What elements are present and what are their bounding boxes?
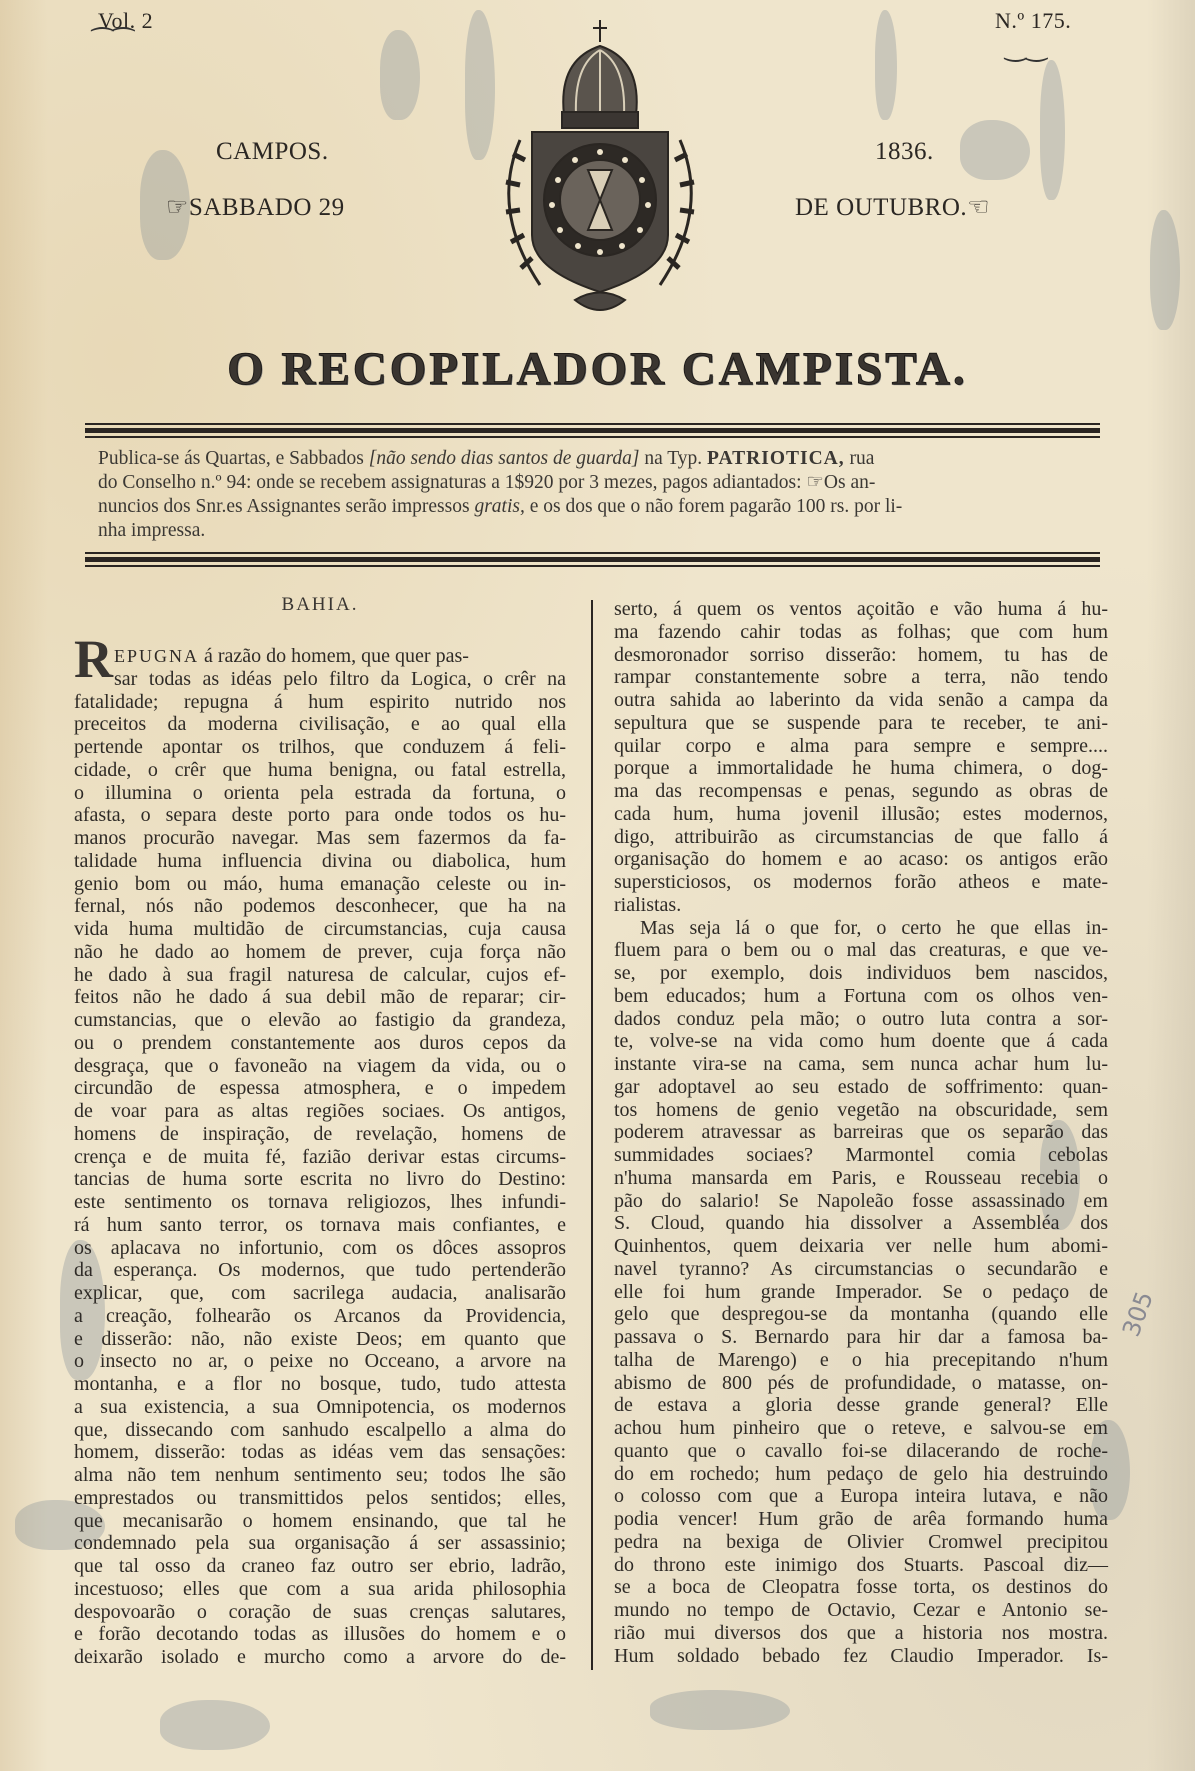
article-line: ma fazendo cahir todas as folhas; que com hum xyxy=(614,620,1108,643)
article-line: o insecto no ar, o peixe no Occeano, a arvore na xyxy=(74,1350,566,1373)
article-line: despovoarão o coração de suas crenças salutares, xyxy=(74,1600,566,1623)
month-text: DE OUTUBRO. xyxy=(795,194,968,221)
pointing-hand-icon: ☞ xyxy=(166,194,189,221)
article-line: de estava a gloria desse grande general? Elle xyxy=(614,1394,1108,1417)
notice-text: rua xyxy=(844,448,875,469)
article-line: abismo de 800 pés de profundidade, o matasse, on- xyxy=(614,1371,1108,1394)
article-line: cumstancias, que o elevão ao fastigio da grandeza, xyxy=(74,1009,566,1031)
volume-label: Vol. 2 xyxy=(98,8,154,33)
article-line: vida huma multidão de circumstancias, cuja causa xyxy=(74,918,566,940)
article-line: passava o S. Bernardo para hir dar a famosa ba- xyxy=(614,1326,1108,1348)
stain xyxy=(875,10,897,120)
article-line: rampar constantemente sobre a terra, não tendo xyxy=(614,666,1108,689)
ornament-flourish: ‿‿ xyxy=(1005,33,1047,62)
article-line: Hum soldado bebado fez Claudio Imperador. Is- xyxy=(614,1644,1108,1667)
notice-text: do Conselho n.º 94: onde se recebem assignaturas a 1$920 por 3 mezes, pagos adiantados: xyxy=(98,472,807,493)
article-line: este sentimento os tornava religiozos, lhes infundi- xyxy=(74,1191,566,1213)
article-line: podia vencer! Hum grão de arêa formando huma xyxy=(614,1508,1108,1530)
article-line: emprestados ou transmittidos pelos sentidos; elles, xyxy=(74,1486,566,1509)
article-line: deixarão isolado e murcho como a arvore do de- xyxy=(74,1646,566,1668)
article-line: a sua existencia, a sua Omnipotencia, os modernos xyxy=(74,1395,566,1418)
notice-italic: gratis, xyxy=(474,496,525,517)
stain xyxy=(160,1700,270,1750)
article-line: Mas seja lá o que for, o certo he que ellas in- xyxy=(640,916,1108,939)
article-line: pão do salario! Se Napoleão fosse assassinado em xyxy=(614,1189,1108,1212)
notice-line xyxy=(98,447,1106,471)
city-label: CAMPOS. xyxy=(216,138,329,165)
article-line: te, volve-se na vida como hum doente que á cada xyxy=(614,1030,1108,1053)
article-line: bem educados; hum a Fortuna com os olhos ven- xyxy=(614,984,1108,1007)
article-line: fernal, nós não podemos desconhecer, que ha na xyxy=(74,895,566,918)
article-line: desgraça, que o favoneão na viagem da vida, ou o xyxy=(74,1054,566,1077)
publication-notice xyxy=(98,447,1106,543)
section-heading: BAHIA. xyxy=(281,594,359,615)
article-line: pedra na bexiga de Olivier Cromwel precipitou xyxy=(614,1530,1108,1553)
article-line: sepultura que se suspende para te receber, te ani- xyxy=(614,711,1108,734)
stain xyxy=(380,30,420,120)
printer-name: PATRIOTICA, xyxy=(707,448,845,469)
article-line: o illumina o orienta pela estrada da fortuna, o xyxy=(74,781,566,804)
article-line: de voar para as altas regiões sociaes. Os antigos, xyxy=(74,1100,566,1122)
article-line: S. Cloud, quando hia dissolver a Assembléa dos xyxy=(614,1212,1108,1235)
article-line: circundão de espessa atmosphera, e o impedem xyxy=(74,1077,566,1100)
article-column-left xyxy=(74,629,566,1669)
notice-line xyxy=(98,495,1106,519)
article-line: tancias de huma sorte escrita no livro do Destino: xyxy=(74,1168,566,1191)
article-column-right xyxy=(614,598,1108,1667)
article-line: não he dado ao homem de prever, cuja força não xyxy=(74,940,566,963)
article-line: porque a immortalidade he huma chimera, o dog- xyxy=(614,757,1108,780)
article-line: organisação do homem e ao acaso: os antigos erão xyxy=(614,848,1108,871)
article-line: da esperança. Os modernos, que tudo pertenderão xyxy=(74,1259,566,1282)
article-line: alma não tem nenhum sentimento seu; todos lhe são xyxy=(74,1464,566,1486)
article-line: feitos não he dado á sua debil mão de reparar; cir- xyxy=(74,986,566,1009)
article-line: gar adoptavel ao seu estado de soffrimento: quan- xyxy=(614,1075,1108,1098)
article-line: serto, á quem os ventos açoitão e vão huma á hu- xyxy=(614,598,1108,620)
article-line: crença e de muita fé, fazião derivar estas circums- xyxy=(74,1145,566,1168)
article-line: quanto que o cavallo foi-se dilacerando de roche- xyxy=(614,1439,1108,1462)
article-line: summidades sociaes? Marmontel comia cebolas xyxy=(614,1144,1108,1166)
article-line: homens de inspiração, de revelação, homens de xyxy=(74,1122,566,1145)
article-line: Quinhentos, quem deixaria ver nelle hum abomi- xyxy=(614,1235,1108,1257)
notice-line xyxy=(98,471,1106,495)
article-line: achou hum pinheiro que o reteve, e salvou-se em xyxy=(614,1417,1108,1439)
notice-line xyxy=(98,519,1106,543)
article-line: dados conduz pela mão; o outro luta contra a sor- xyxy=(614,1007,1108,1030)
first-word: EPUGNA xyxy=(114,646,200,666)
article-line: outra sahida ao laberinto da vida senão a campa da xyxy=(614,689,1108,711)
article-line: os aplacava no infortunio, com os dôces assopros xyxy=(74,1236,566,1259)
date-month xyxy=(795,192,990,222)
article-line: he dado à sua fragil naturesa de calcular, cujos ef- xyxy=(74,963,566,986)
article-line: navel tyranno? As circumstancias o secundarão e xyxy=(614,1257,1108,1280)
stain xyxy=(960,120,1030,180)
article-line: rião mui diversos dos que a historia nos mostra. xyxy=(614,1621,1108,1644)
article-line: que tal osso da craneo faz outro ser ebrio, ladrão, xyxy=(74,1555,566,1577)
article-line: talidade huma influencia divina ou diabolica, hum xyxy=(74,849,566,872)
article-line: homem, disserão: todas as idéas vem das sensações: xyxy=(74,1441,566,1464)
drop-cap: R xyxy=(74,629,113,689)
article-line: rialistas. xyxy=(614,893,682,916)
article-line: cidade, o crêr que huma benigna, ou fatal estrella, xyxy=(74,758,566,781)
newspaper-title: O RECOPILADOR CAMPISTA. xyxy=(227,343,968,395)
article-line: montanha, e a flor no bosque, tudo, tudo attesta xyxy=(74,1373,566,1395)
double-rule-top xyxy=(85,423,1100,441)
article-line: cada hum, huma jovenil illusão; estes modernos, xyxy=(614,802,1108,825)
article-line: e disserão: não, não existe Deos; em quanto que xyxy=(74,1327,566,1350)
article-line: ou o prendem constantemente aos duros cepos da xyxy=(74,1031,566,1054)
article-line: quilar corpo e alma para sempre e sempre.... xyxy=(614,734,1108,757)
article-line: talha de Marengo) e o hia precepitando n'hum xyxy=(614,1348,1108,1371)
article-line: o colosso com que a Europa inteira lutava, e não xyxy=(614,1485,1108,1508)
notice-text: nha impressa. xyxy=(98,520,206,541)
article-line: a creação, folhearão os Arcanos da Providencia, xyxy=(74,1304,566,1327)
article-line: n'huma mansarda em Paris, e Rousseau recebia o xyxy=(614,1166,1108,1189)
date-day xyxy=(166,192,345,222)
article-line: desmoronador sorriso disserão: homem, tu has de xyxy=(614,643,1108,666)
double-rule-bottom xyxy=(85,552,1100,570)
article-line: genio bom ou máo, huma emanação celeste ou in- xyxy=(74,872,566,895)
article-line: explicar, que, com sacrilega audacia, analisarão xyxy=(74,1282,566,1304)
article-line: gelo que despregou-se da montanha (quando elle xyxy=(614,1303,1108,1326)
article-line: sar todas as idéas pelo filtro da Logica, o crêr na xyxy=(114,667,566,690)
handwritten-page-number: 305 xyxy=(1116,1287,1159,1341)
article-line: pertende apontar os trilhos, que conduzem á feli- xyxy=(74,736,566,758)
article-line: que mecanisarão o homem ensinando, que tal he xyxy=(74,1509,566,1532)
stain xyxy=(1040,60,1065,200)
article-line: se, por exemplo, dois individuos bem nascidos, xyxy=(614,962,1108,984)
article-line: e forão decotando todas as illusões do homem e o xyxy=(74,1623,566,1646)
article-line: EPUGNA á razão do homem, que quer pas- xyxy=(114,645,469,667)
pointing-hand-icon: ☜ xyxy=(967,194,991,221)
notice-text: Publica-se ás Quartas, e Sabbados xyxy=(98,448,369,469)
article-line: do em rochedo; hum pedaço de gelo hia destruindo xyxy=(614,1462,1108,1485)
weekday-day-text: SABBADO 29 xyxy=(188,194,345,221)
article-line: poderem atravessar as barreiras que os separão das xyxy=(614,1121,1108,1144)
stain xyxy=(1150,210,1180,330)
ornament-flourish: ⁀⁀ xyxy=(92,28,134,57)
notice-text: e os dos que o não forem pagarão 100 rs. por li- xyxy=(524,496,903,517)
stain xyxy=(650,1690,790,1730)
notice-text: na Typ. xyxy=(639,448,708,469)
article-line: manos procurão navegar. Mas sem fazermos da fa- xyxy=(74,827,566,849)
article-line: supersticiosos, os modernos forão atheos e mate- xyxy=(614,871,1108,893)
article-line: rá hum santo terror, os tornava mais confiantes, e xyxy=(74,1213,566,1236)
imperial-coat-of-arms-emblem xyxy=(480,20,720,325)
article-line: que, dissecando com sanhudo escalpello a alma do xyxy=(74,1418,566,1441)
notice-text: nuncios dos Snr.es Assignantes serão impressos xyxy=(98,496,475,517)
year-label: 1836. xyxy=(875,138,934,165)
notice-italic: [não sendo dias santos de guarda] xyxy=(368,448,640,469)
article-line: mundo no tempo de Octavio, Cezar e Antonio se- xyxy=(614,1599,1108,1621)
pointing-hand-icon: ☞ xyxy=(806,472,824,493)
article-line: do throno este inimigo dos Stuarts. Pascoal diz— xyxy=(614,1553,1108,1576)
article-line: se a boca de Cleopatra fosse torta, os destinos do xyxy=(614,1576,1108,1599)
article-line: instante vira-se na cama, sem nunca achar hum lu- xyxy=(614,1053,1108,1075)
article-line: condemnado pela sua organisação á ser assassinio; xyxy=(74,1532,566,1555)
issue-number: N.º 175. xyxy=(995,8,1072,33)
article-line: incestuoso; elles que com a sua arida philosophia xyxy=(74,1577,566,1600)
article-line: preceitos da moderna civilisação, e ao qual ella xyxy=(74,713,566,736)
column-divider xyxy=(591,600,593,1670)
notice-text: Os an- xyxy=(823,472,876,493)
article-line: tos homens de genio vegetão na obscuridade, sem xyxy=(614,1098,1108,1121)
article-line: digo, attribuirão as circumstancias de que fallo á xyxy=(614,825,1108,848)
article-line: afasta, o separa deste porto para onde todos os hu- xyxy=(74,804,566,827)
article-line: elle foi hum grande Imperador. Se o pedaço de xyxy=(614,1280,1108,1303)
article-line: ma das recompensas e penas, segundo as obras de xyxy=(614,780,1108,802)
article-line: fluem para o bem ou o mal das creaturas, e que ve- xyxy=(614,939,1108,962)
article-line: fatalidade; repugna á hum espirito nutrido nos xyxy=(74,690,566,713)
